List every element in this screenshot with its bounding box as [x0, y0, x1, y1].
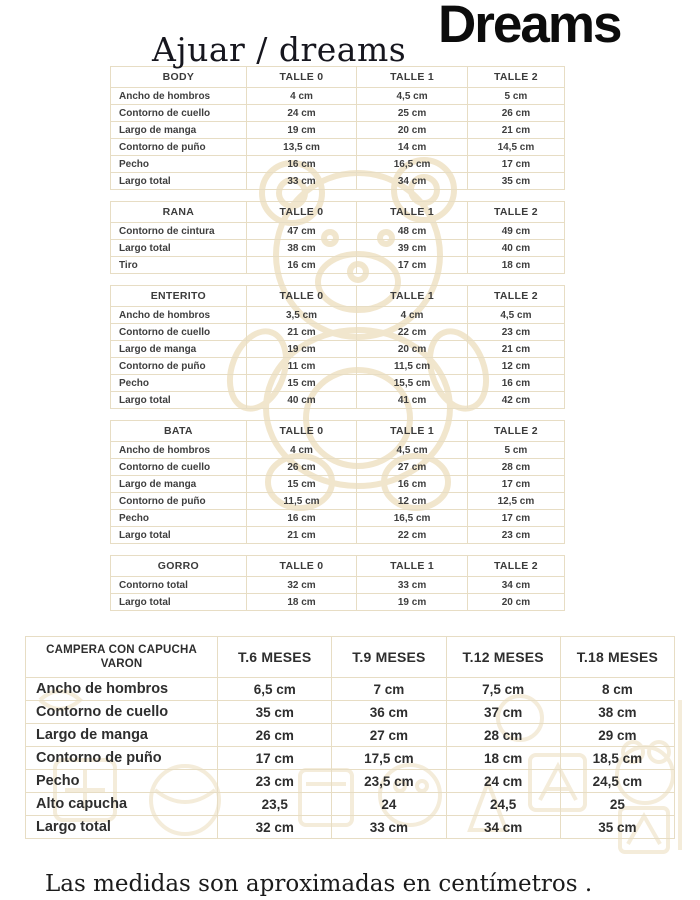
measure-value: 4 cm: [246, 88, 357, 105]
measure-label: Pecho: [111, 510, 247, 527]
measure-value: 24,5 cm: [560, 770, 674, 793]
table-header-row: [26, 637, 675, 678]
measure-value: 23,5 cm: [332, 770, 446, 793]
table-row: [111, 324, 565, 341]
table-row: [111, 156, 565, 173]
column-header-talle-2: TALLE 2: [467, 421, 564, 442]
measure-value: 38 cm: [246, 240, 357, 257]
table-title: ENTERITO: [111, 286, 247, 307]
measure-value: 36 cm: [332, 701, 446, 724]
measure-label: Largo total: [111, 240, 247, 257]
measure-value: 14,5 cm: [467, 139, 564, 156]
measure-value: 16 cm: [467, 375, 564, 392]
measure-label: Ancho de hombros: [111, 307, 247, 324]
measure-value: 16 cm: [246, 257, 357, 274]
measure-value: 12 cm: [357, 493, 468, 510]
table-row: [26, 770, 675, 793]
measure-value: 19 cm: [246, 122, 357, 139]
table-row: [111, 240, 565, 257]
column-header-talle-1: TALLE 1: [357, 421, 468, 442]
measure-value: 26 cm: [467, 105, 564, 122]
measure-value: 34 cm: [467, 577, 564, 594]
measure-value: 16,5 cm: [357, 510, 468, 527]
measure-value: 21 cm: [467, 122, 564, 139]
measure-value: 7,5 cm: [446, 678, 560, 701]
measure-label: Ancho de hombros: [26, 678, 218, 701]
table-row: [111, 594, 565, 611]
measure-label: Largo de manga: [26, 724, 218, 747]
measure-value: 8 cm: [560, 678, 674, 701]
gorro-table-slot: [110, 555, 565, 611]
measure-value: 35 cm: [560, 816, 674, 839]
measure-value: 23,5: [218, 793, 332, 816]
table-title: BATA: [111, 421, 247, 442]
table-row: [111, 341, 565, 358]
measure-value: 18 cm: [246, 594, 357, 611]
measure-value: 39 cm: [357, 240, 468, 257]
measure-value: 6,5 cm: [218, 678, 332, 701]
brand-logo: Dreams: [438, 0, 621, 54]
footnote: Las medidas son aproximadas en centímetros .: [45, 871, 593, 897]
measure-value: 18 cm: [446, 747, 560, 770]
measure-value: 40 cm: [246, 392, 357, 409]
measure-value: 17 cm: [467, 156, 564, 173]
measure-value: 3,5 cm: [246, 307, 357, 324]
size-table-bata: [110, 420, 565, 544]
table-row: [111, 493, 565, 510]
measure-value: 24: [332, 793, 446, 816]
table-row: [111, 223, 565, 240]
measure-label: Pecho: [26, 770, 218, 793]
measure-value: 5 cm: [467, 88, 564, 105]
measure-value: 21 cm: [467, 341, 564, 358]
measure-value: 16 cm: [357, 476, 468, 493]
column-header-t-6-meses: T.6 MESES: [218, 637, 332, 678]
measure-value: 25 cm: [357, 105, 468, 122]
bata-table-slot: [110, 420, 565, 544]
measure-label: Contorno de cintura: [111, 223, 247, 240]
measure-value: 11,5 cm: [246, 493, 357, 510]
table-row: [26, 678, 675, 701]
table-title: GORRO: [111, 556, 247, 577]
measure-value: 48 cm: [357, 223, 468, 240]
measure-value: 15 cm: [246, 375, 357, 392]
measure-label: Largo total: [111, 173, 247, 190]
measure-value: 40 cm: [467, 240, 564, 257]
table-row: [111, 527, 565, 544]
measure-value: 16 cm: [246, 510, 357, 527]
measure-label: Contorno de cuello: [111, 105, 247, 122]
measure-value: 15,5 cm: [357, 375, 468, 392]
measure-label: Largo total: [26, 816, 218, 839]
measure-label: Contorno total: [111, 577, 247, 594]
measure-value: 12,5 cm: [467, 493, 564, 510]
rana-table-slot: [110, 201, 565, 274]
measure-value: 13,5 cm: [246, 139, 357, 156]
measure-value: 4 cm: [246, 442, 357, 459]
measure-value: 32 cm: [246, 577, 357, 594]
measure-label: Contorno de puño: [26, 747, 218, 770]
size-table-campera-con-capucha-varon: [25, 636, 675, 839]
table-row: [111, 577, 565, 594]
measure-value: 16 cm: [246, 156, 357, 173]
table-row: [111, 375, 565, 392]
column-header-talle-1: TALLE 1: [357, 202, 468, 223]
table-row: [26, 701, 675, 724]
column-header-t-12-meses: T.12 MESES: [446, 637, 560, 678]
measure-value: 5 cm: [467, 442, 564, 459]
table-row: [111, 122, 565, 139]
measure-value: 17 cm: [357, 257, 468, 274]
table-row: [111, 476, 565, 493]
measure-value: 26 cm: [218, 724, 332, 747]
size-table-enterito: [110, 285, 565, 409]
measure-value: 4,5 cm: [357, 88, 468, 105]
table-row: [111, 105, 565, 122]
small-size-tables-section: [110, 66, 565, 611]
table-title: CAMPERA CON CAPUCHA VARON: [26, 637, 218, 678]
measure-value: 24,5: [446, 793, 560, 816]
measure-value: 34 cm: [446, 816, 560, 839]
measure-value: 26 cm: [246, 459, 357, 476]
measure-label: Ancho de hombros: [111, 88, 247, 105]
column-header-talle-1: TALLE 1: [357, 67, 468, 88]
column-header-talle-2: TALLE 2: [467, 286, 564, 307]
campera-table-slot: [25, 636, 675, 839]
measure-label: Largo de manga: [111, 122, 247, 139]
measure-value: 18,5 cm: [560, 747, 674, 770]
measure-value: 28 cm: [446, 724, 560, 747]
column-header-talle-2: TALLE 2: [467, 556, 564, 577]
body-table-slot: [110, 66, 565, 190]
measure-value: 14 cm: [357, 139, 468, 156]
size-table-gorro: [110, 555, 565, 611]
table-header-row: [111, 286, 565, 307]
measure-label: Largo de manga: [111, 341, 247, 358]
measure-value: 35 cm: [218, 701, 332, 724]
table-title: RANA: [111, 202, 247, 223]
table-title: BODY: [111, 67, 247, 88]
table-row: [26, 724, 675, 747]
measure-value: 12 cm: [467, 358, 564, 375]
measure-label: Pecho: [111, 156, 247, 173]
measure-value: 20 cm: [357, 122, 468, 139]
measure-value: 29 cm: [560, 724, 674, 747]
measure-value: 21 cm: [246, 324, 357, 341]
measure-value: 4,5 cm: [467, 307, 564, 324]
measure-value: 15 cm: [246, 476, 357, 493]
measure-value: 19 cm: [246, 341, 357, 358]
table-row: [26, 747, 675, 770]
column-header-talle-0: TALLE 0: [246, 202, 357, 223]
table-row: [111, 257, 565, 274]
table-row: [111, 442, 565, 459]
column-header-talle-2: TALLE 2: [467, 202, 564, 223]
measure-value: 35 cm: [467, 173, 564, 190]
measure-value: 38 cm: [560, 701, 674, 724]
measure-value: 17 cm: [467, 510, 564, 527]
measure-value: 23 cm: [218, 770, 332, 793]
measure-value: 17 cm: [467, 476, 564, 493]
measure-value: 37 cm: [446, 701, 560, 724]
table-header-row: [111, 556, 565, 577]
table-row: [111, 358, 565, 375]
table-row: [111, 510, 565, 527]
measure-value: 27 cm: [357, 459, 468, 476]
measure-value: 17,5 cm: [332, 747, 446, 770]
measure-value: 22 cm: [357, 324, 468, 341]
measure-value: 18 cm: [467, 257, 564, 274]
measure-label: Largo total: [111, 594, 247, 611]
measure-value: 23 cm: [467, 324, 564, 341]
measure-value: 4 cm: [357, 307, 468, 324]
table-header-row: [111, 67, 565, 88]
measure-value: 17 cm: [218, 747, 332, 770]
column-header-talle-0: TALLE 0: [246, 556, 357, 577]
measure-value: 20 cm: [467, 594, 564, 611]
table-row: [111, 173, 565, 190]
measure-value: 16,5 cm: [357, 156, 468, 173]
column-header-talle-0: TALLE 0: [246, 421, 357, 442]
measure-label: Tiro: [111, 257, 247, 274]
measure-label: Largo total: [111, 392, 247, 409]
measure-value: 42 cm: [467, 392, 564, 409]
enterito-table-slot: [110, 285, 565, 409]
table-row: [111, 139, 565, 156]
measure-value: 21 cm: [246, 527, 357, 544]
measure-value: 24 cm: [246, 105, 357, 122]
measure-label: Alto capucha: [26, 793, 218, 816]
measure-value: 25: [560, 793, 674, 816]
page-title: Ajuar / dreams: [152, 30, 407, 70]
measure-label: Largo de manga: [111, 476, 247, 493]
column-header-talle-1: TALLE 1: [357, 286, 468, 307]
measure-label: Pecho: [111, 375, 247, 392]
measure-label: Largo total: [111, 527, 247, 544]
measure-value: 47 cm: [246, 223, 357, 240]
measure-label: Contorno de puño: [111, 139, 247, 156]
size-table-rana: [110, 201, 565, 274]
measure-value: 4,5 cm: [357, 442, 468, 459]
size-table-body: [110, 66, 565, 190]
measure-value: 33 cm: [332, 816, 446, 839]
measure-value: 33 cm: [357, 577, 468, 594]
table-row: [111, 307, 565, 324]
measure-value: 11,5 cm: [357, 358, 468, 375]
measure-value: 32 cm: [218, 816, 332, 839]
column-header-talle-0: TALLE 0: [246, 67, 357, 88]
measure-value: 19 cm: [357, 594, 468, 611]
measure-value: 28 cm: [467, 459, 564, 476]
measure-value: 11 cm: [246, 358, 357, 375]
measure-label: Contorno de cuello: [111, 324, 247, 341]
column-header-t-18-meses: T.18 MESES: [560, 637, 674, 678]
measure-label: Contorno de cuello: [111, 459, 247, 476]
table-row: [26, 816, 675, 839]
column-header-talle-0: TALLE 0: [246, 286, 357, 307]
measure-label: Contorno de cuello: [26, 701, 218, 724]
measure-label: Contorno de puño: [111, 358, 247, 375]
measure-label: Ancho de hombros: [111, 442, 247, 459]
table-row: [26, 793, 675, 816]
measure-value: 41 cm: [357, 392, 468, 409]
table-row: [111, 392, 565, 409]
table-header-row: [111, 421, 565, 442]
measure-value: 24 cm: [446, 770, 560, 793]
measure-value: 20 cm: [357, 341, 468, 358]
measure-value: 7 cm: [332, 678, 446, 701]
measure-value: 22 cm: [357, 527, 468, 544]
column-header-t-9-meses: T.9 MESES: [332, 637, 446, 678]
measure-value: 49 cm: [467, 223, 564, 240]
column-header-talle-1: TALLE 1: [357, 556, 468, 577]
measure-value: 27 cm: [332, 724, 446, 747]
column-header-talle-2: TALLE 2: [467, 67, 564, 88]
measure-label: Contorno de puño: [111, 493, 247, 510]
measure-value: 34 cm: [357, 173, 468, 190]
table-row: [111, 459, 565, 476]
measure-value: 23 cm: [467, 527, 564, 544]
table-row: [111, 88, 565, 105]
table-header-row: [111, 202, 565, 223]
measure-value: 33 cm: [246, 173, 357, 190]
